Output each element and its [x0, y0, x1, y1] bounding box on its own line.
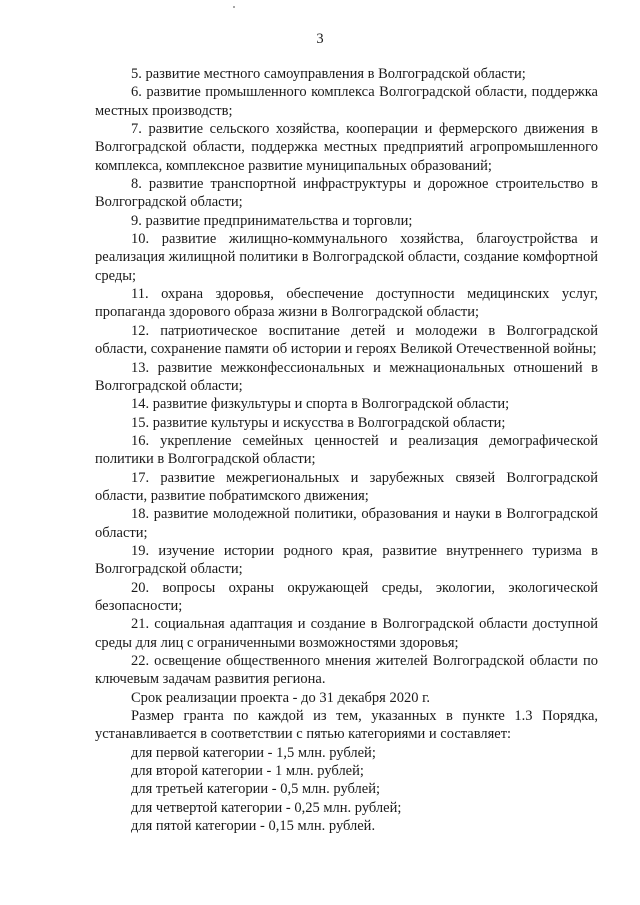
list-item: 18. развитие молодежной политики, образования и науки в Волгоградской области;	[95, 506, 598, 541]
list-item: 14. развитие физкультуры и спорта в Волгоградской области;	[131, 396, 510, 413]
category-item: для первой категории - 1,5 млн. рублей;	[131, 744, 376, 761]
list-item: 19. изучение истории родного края, развитие внутреннего туризма в Волгоградской области;	[95, 542, 598, 578]
list-item: 22. освещение общественного мнения жителей Волгоградской области по ключевым задачам развития региона.	[95, 653, 598, 688]
list-item: 5. развитие местного самоуправления в Волгоградской области;	[131, 66, 526, 82]
list-item: 9. развитие предпринимательства и торговли;	[131, 212, 413, 229]
category-item: для второй категории - 1 млн. рублей;	[131, 763, 364, 780]
list-item: 8. развитие транспортной инфраструктуры и дорожное строительство в Волгоградской области;	[95, 176, 598, 211]
list-item: 16. укрепление семейных ценностей и реализация демографической политики в Волгоградской области;	[95, 432, 598, 468]
category-item: для третьей категории - 0,5 млн. рублей;	[131, 781, 380, 798]
list-item: 7. развитие сельского хозяйства, кооперации и фермерского движения в Волгоградской области, поддержка местных предприятий агропромышленного комплекса, комплексное развитие муниципальных образований;	[95, 121, 598, 174]
list-item: 11. охрана здоровья, обеспечение доступности медицинских услуг, пропаганда здорового образа жизни в Волгоградской области;	[95, 286, 598, 321]
list-item: 12. патриотическое воспитание детей и молодежи в Волгоградской области, сохранение памяти об истории и героях Великой Отечественной войны;	[95, 322, 598, 358]
grant-intro-text: Размер гранта по каждой из тем, указанных в пункте 1.3 Порядка, устанавливается в соответствии с пятью категориями и составляет:	[95, 708, 598, 743]
page-number: 3	[316, 31, 324, 47]
document-body	[95, 65, 598, 835]
list-item: 17. развитие межрегиональных и зарубежных связей Волгоградской области, развитие побратимского движения;	[95, 469, 598, 504]
list-item: 10. развитие жилищно-коммунального хозяйства, благоустройства и реализация жилищной политики в Волгоградской области, создание комфортной среды;	[95, 231, 598, 284]
list-item: 20. вопросы охраны окружающей среды, экологии, экологической безопасности;	[95, 579, 598, 614]
list-item: 6. развитие промышленного комплекса Волгоградской области, поддержка местных производств;	[95, 84, 598, 119]
list-item: 13. развитие межконфессиональных и межнациональных отношений в Волгоградской области;	[95, 359, 598, 394]
deadline-text: Срок реализации проекта - до 31 декабря 2020 г.	[131, 689, 431, 706]
list-item: 21. социальная адаптация и создание в Волгоградской области доступной среды для лиц с ограниченными возможностями здоровья;	[95, 616, 598, 651]
list-item: 15. развитие культуры и искусства в Волгоградской области;	[131, 414, 506, 431]
category-item: для четвертой категории - 0,25 млн. рублей;	[131, 799, 402, 816]
category-item: для пятой категории - 0,15 млн. рублей.	[131, 818, 376, 835]
scan-speck	[233, 6, 235, 8]
